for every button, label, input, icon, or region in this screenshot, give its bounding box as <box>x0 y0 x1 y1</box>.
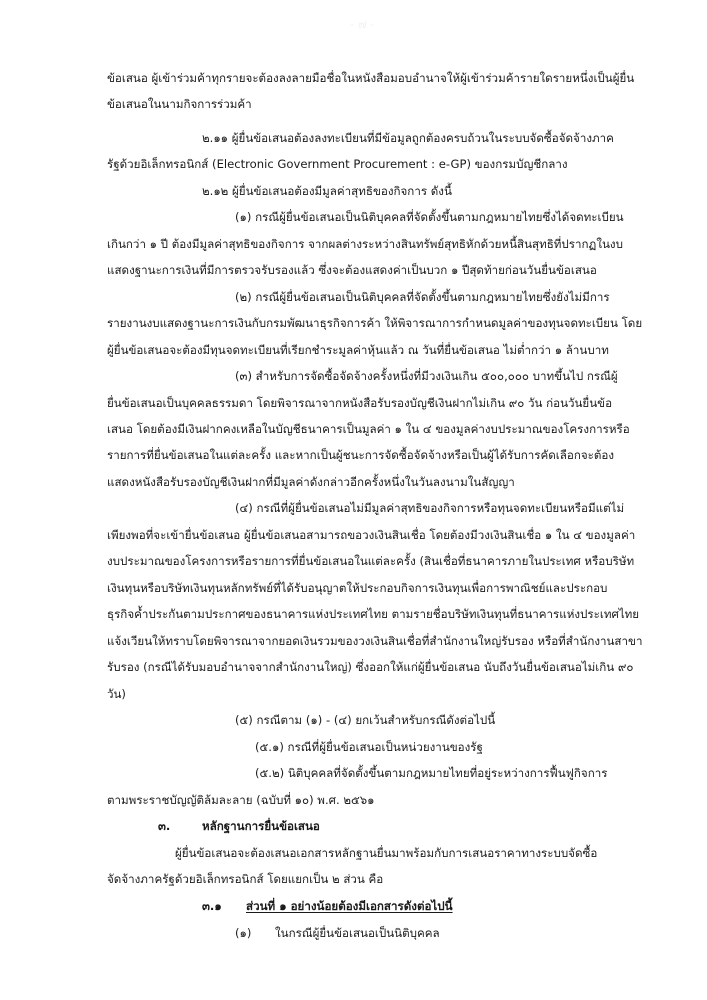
line-15: รายการที่ยื่นข้อเสนอในแต่ละครั้ง และหากเป็นผู้ชนะการจัดซื้อจัดจ้างหรือเป็นผู้ได้รับการคัดเลือกจะต้อง <box>107 448 615 462</box>
line-10: รายงานงบแสดงฐานะการเงินกับกรมพัฒนาธุรกิจการค้า ให้พิจารณาการกำหนดมูลค่าของทุนจดทะเบียน โดย <box>107 316 643 330</box>
line-28: ตามพระราชบัญญัติล้มละลาย (ฉบับที่ ๑๐) พ.ศ. ๒๕๖๑ <box>107 793 375 807</box>
line-11: ผู้ยื่นข้อเสนอจะต้องมีทุนจดทะเบียนที่เรียกชำระมูลค่าหุ้นแล้ว ณ วันที่ยื่นข้อเสนอ ไม่ต่ำกว่า ๑ ล้านบาท <box>107 343 609 357</box>
line-3: ๒.๑๑ ผู้ยื่นข้อเสนอต้องลงทะเบียนที่มีข้อมูลถูกต้องครบถ้วนในระบบจัดซื้อจัดจ้างภาค <box>202 131 614 145</box>
line-12: (๓) สำหรับการจัดซื้อจัดจ้างครั้งหนึ่งที่มีวงเงินเกิน ๕๐๐,๐๐๐ บาทขึ้นไป กรณีผู้ <box>235 369 618 383</box>
line-16: แสดงหนังสือรับรองบัญชีเงินฝากที่มีมูลค่าดังกล่าวอีกครั้งหนึ่งในวันลงนามในสัญญา <box>107 475 515 489</box>
line-17: (๔) กรณีที่ผู้ยื่นข้อเสนอไม่มีมูลค่าสุทธิของกิจการหรือทุนจดทะเบียนหรือมีแต่ไม่ <box>235 501 625 515</box>
line-9: (๒) กรณีผู้ยื่นข้อเสนอเป็นนิติบุคคลที่จัดตั้งขึ้นตามกฎหมายไทยซึ่งยังไม่มีการ <box>235 290 610 304</box>
item-1-number: (๑) <box>235 926 252 940</box>
line-13: ยื่นข้อเสนอเป็นบุคคลธรรมดา โดยพิจารณาจากหนังสือรับรองบัญชีเงินฝากไม่เกิน ๙๐ วัน ก่อนวันยื่นข้อ <box>107 396 613 410</box>
line-23: รับรอง (กรณีได้รับมอบอำนาจจากสำนักงานใหญ่) ซึ่งออกให้แก่ผู้ยื่นข้อเสนอ นับถึงวันยื่นข้อเสนอไม่เกิน ๙๐ <box>107 660 634 674</box>
line-1: ข้อเสนอ ผู้เข้าร่วมค้าทุกรายจะต้องลงลายมือชื่อในหนังสือมอบอำนาจให้ผู้เข้าร่วมค้ารายใดรายหนึ่งเป็นผู้ยื่น <box>107 71 635 85</box>
line-5: ๒.๑๒ ผู้ยื่นข้อเสนอต้องมีมูลค่าสุทธิของกิจการ ดังนี้ <box>202 184 452 198</box>
line-31: จัดจ้างภาครัฐด้วยอิเล็กทรอนิกส์ โดยแยกเป็น ๒ ส่วน คือ <box>107 872 384 886</box>
item-1-text: ในกรณีผู้ยื่นข้อเสนอเป็นนิติบุคคล <box>275 926 440 940</box>
line-20: เงินทุนหรือบริษัทเงินทุนหลักทรัพย์ที่ได้รับอนุญาตให้ประกอบกิจการเงินทุนเพื่อการพาณิชย์และประกอบ <box>107 581 608 595</box>
line-24: วัน) <box>107 687 126 701</box>
line-19: งบประมาณของโครงการหรือรายการที่ยื่นข้อเสนอในแต่ละครั้ง (สินเชื่อที่ธนาคารภายในประเทศ หรือบริษัท <box>107 554 635 568</box>
line-30: ผู้ยื่นข้อเสนอจะต้องเสนอเอกสารหลักฐานยื่นมาพร้อมกับการเสนอราคาทางระบบจัดซื้อ <box>175 846 598 860</box>
line-7: เกินกว่า ๑ ปี ต้องมีมูลค่าสุทธิของกิจการ จากผลต่างระหว่างสินทรัพย์สุทธิหักด้วยหนี้สินสุทธิที่ปรากฏในงบ <box>107 237 623 251</box>
line-2: ข้อเสนอในนามกิจการร่วมค้า <box>107 97 252 111</box>
section-3-1-title: ส่วนที่ ๑ อย่างน้อยต้องมีเอกสารดังต่อไปนี้ <box>246 899 453 913</box>
line-25: (๕) กรณีตาม (๑) - (๔) ยกเว้นสำหรับกรณีดังต่อไปนี้ <box>235 713 496 727</box>
line-22: แจ้งเวียนให้ทราบโดยพิจารณาจากยอดเงินรวมของวงเงินสินเชื่อที่สำนักงานใหญ่รับรอง หรือที่สำนักงานสาขา <box>107 634 643 648</box>
section-3-number: ๓. <box>158 819 171 833</box>
line-26: (๕.๑) กรณีที่ผู้ยื่นข้อเสนอเป็นหน่วยงานของรัฐ <box>255 740 483 754</box>
section-3-1-number: ๓.๑ <box>202 899 222 913</box>
line-14: เสนอ โดยต้องมีเงินฝากคงเหลือในบัญชีธนาคารเป็นมูลค่า ๑ ใน ๔ ของมูลค่างบประมาณของโครงการหรือ <box>107 422 630 436</box>
line-6: (๑) กรณีผู้ยื่นข้อเสนอเป็นนิติบุคคลที่จัดตั้งขึ้นตามกฎหมายไทยซึ่งได้จดทะเบียน <box>235 210 624 224</box>
line-18: เพียงพอที่จะเข้ายื่นข้อเสนอ ผู้ยื่นข้อเสนอสามารถขอวงเงินสินเชื่อ โดยต้องมีวงเงินสินเชื่อ ๑ ใน ๔ ของมูลค่า <box>107 528 636 542</box>
line-21: ธุรกิจค้ำประกันตามประกาศของธนาคารแห่งประเทศไทย ตามรายชื่อบริษัทเงินทุนที่ธนาคารแห่งประเทศไทย <box>107 607 640 621</box>
line-8: แสดงฐานะการเงินที่มีการตรวจรับรองแล้ว ซึ่งจะต้องแสดงค่าเป็นบวก ๑ ปีสุดท้ายก่อนวันยื่นข้อเสนอ <box>107 263 597 277</box>
page-number: - ๗ - <box>350 17 375 31</box>
section-3-title: หลักฐานการยื่นข้อเสนอ <box>202 819 320 833</box>
line-4: รัฐด้วยอิเล็กทรอนิกส์ (Electronic Government Procurement : e-GP) ของกรมบัญชีกลาง <box>107 157 568 171</box>
line-27: (๕.๒) นิติบุคคลที่จัดตั้งขึ้นตามกฎหมายไทยที่อยู่ระหว่างการฟื้นฟูกิจการ <box>255 766 608 780</box>
